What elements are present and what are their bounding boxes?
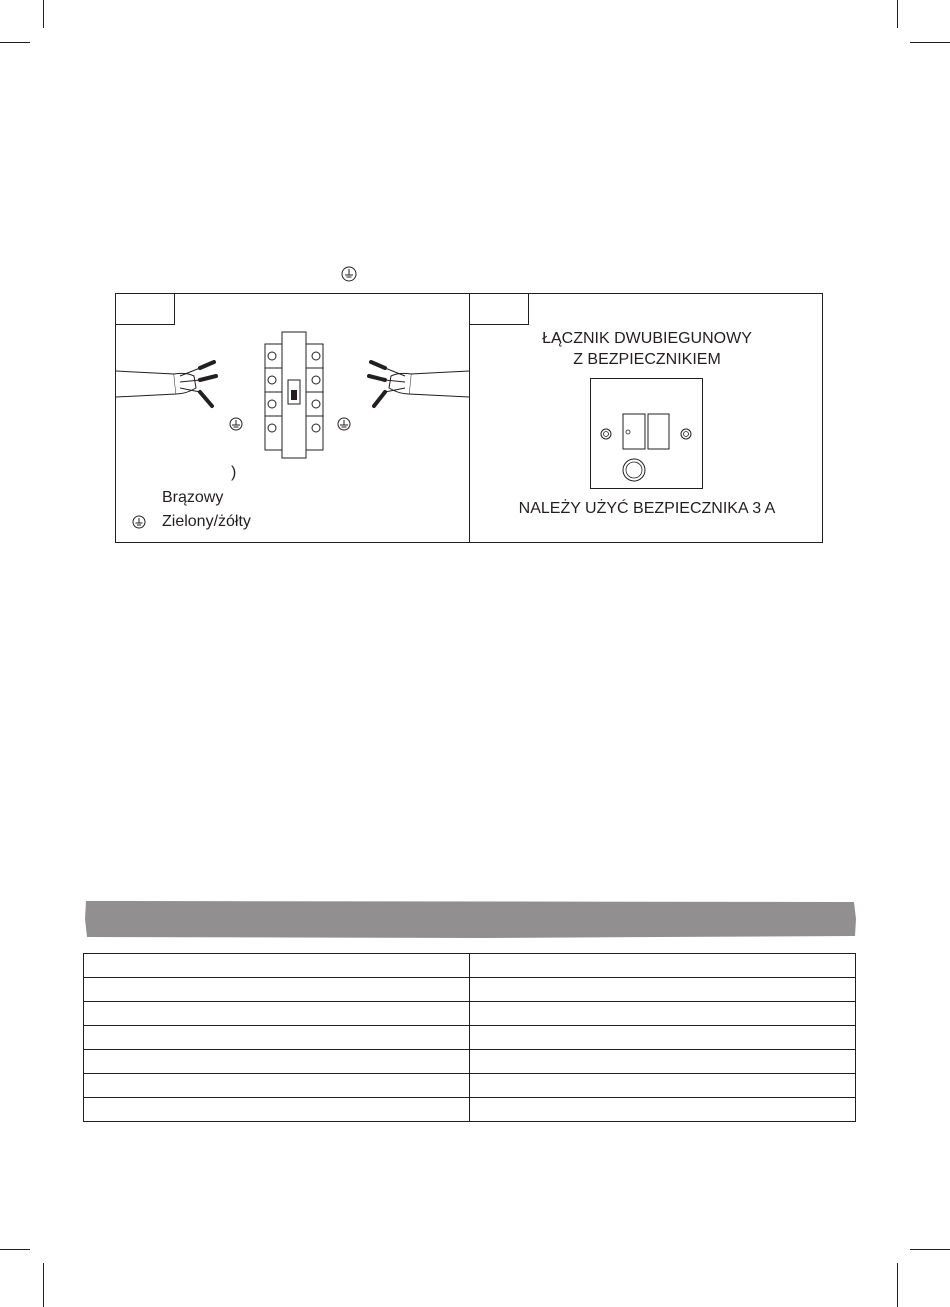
crop-mark xyxy=(910,42,950,43)
table-row xyxy=(84,954,856,978)
crop-mark xyxy=(897,0,898,28)
table-cell xyxy=(84,1098,470,1122)
table-row xyxy=(84,1050,856,1074)
fuse-title-line2: Z BEZPIECZNIKIEM xyxy=(573,351,721,368)
table-cell xyxy=(84,978,470,1002)
crop-mark xyxy=(43,0,44,28)
crop-mark xyxy=(910,1249,950,1250)
legend-brown: Brązowy xyxy=(162,489,224,506)
panel-tab-right xyxy=(469,293,529,325)
earth-ground-icon xyxy=(341,266,357,282)
table-row xyxy=(84,1074,856,1098)
earth-ground-icon xyxy=(132,515,146,529)
section-header-banner xyxy=(84,899,857,939)
table-cell xyxy=(470,1026,856,1050)
table-row xyxy=(84,1098,856,1122)
table-cell xyxy=(470,978,856,1002)
crop-mark xyxy=(897,1263,898,1307)
table-cell xyxy=(470,1098,856,1122)
table-cell xyxy=(84,1074,470,1098)
table-cell xyxy=(470,1050,856,1074)
panel-tab-left xyxy=(115,293,175,325)
table-row xyxy=(84,1026,856,1050)
table-cell xyxy=(470,1002,856,1026)
fuse-title-line1: ŁĄCZNIK DWUBIEGUNOWY xyxy=(542,330,752,347)
wiring-diagram-box xyxy=(115,293,823,543)
table-cell xyxy=(470,1074,856,1098)
crop-mark xyxy=(43,1263,44,1307)
table-row xyxy=(84,978,856,1002)
table-cell xyxy=(84,1002,470,1026)
fuse-note: NALEŻY UŻYĆ BEZPIECZNIKA 3 A xyxy=(518,500,776,517)
wiring-partial-text: ) xyxy=(231,464,237,481)
legend-green-yellow: Zielony/żółty xyxy=(162,513,251,530)
crop-mark xyxy=(0,1249,30,1250)
table-cell xyxy=(470,954,856,978)
table-row xyxy=(84,1002,856,1026)
table-cell xyxy=(84,954,470,978)
specification-table xyxy=(83,953,856,1122)
table-cell xyxy=(84,1026,470,1050)
fused-switch-icon xyxy=(590,378,704,490)
table-cell xyxy=(84,1050,470,1074)
crop-mark xyxy=(0,42,30,43)
wiring-diagram-icon xyxy=(116,324,469,464)
